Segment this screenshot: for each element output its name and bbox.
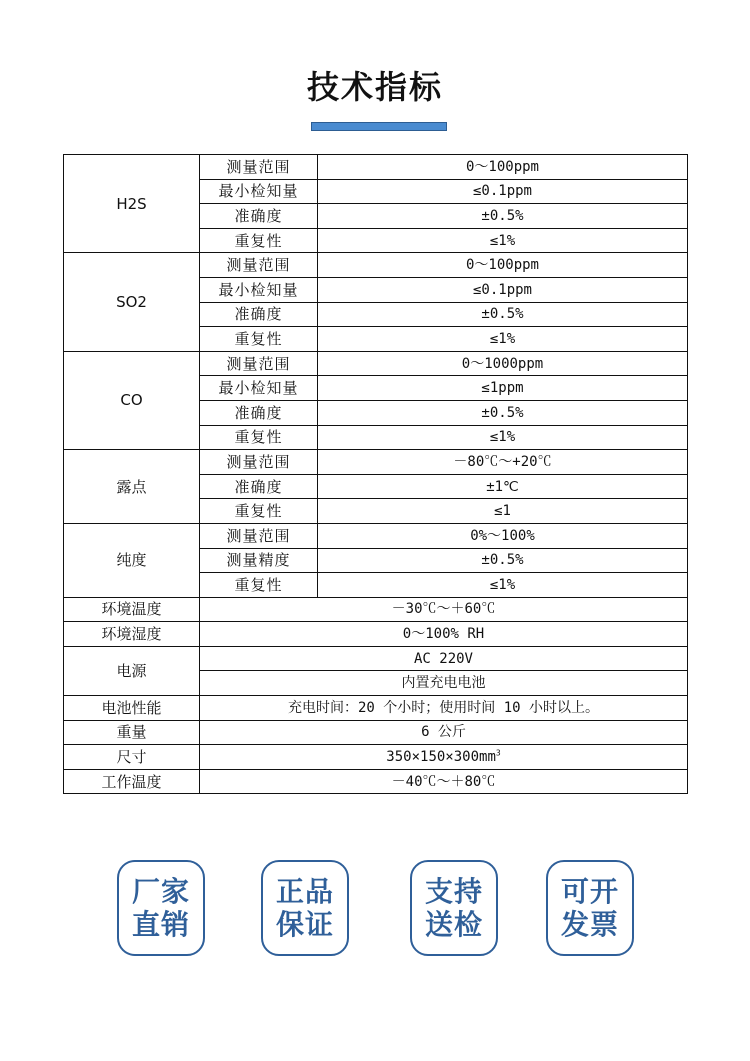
value-cell: ≤1%	[318, 327, 688, 352]
category-cell: 工作温度	[64, 769, 200, 794]
param-cell: 准确度	[200, 302, 318, 327]
table-row	[64, 155, 688, 180]
param-cell: 最小检知量	[200, 376, 318, 401]
category-cell: H2S	[64, 155, 200, 253]
table-row	[64, 646, 688, 671]
value-cell: 0～100ppm	[318, 253, 688, 278]
value-cell: ≤1%	[318, 425, 688, 450]
table-row	[64, 597, 688, 622]
value-cell: －80℃～+20℃	[318, 450, 688, 475]
param-cell: 测量范围	[200, 450, 318, 475]
category-cell: 电池性能	[64, 696, 200, 721]
badge-line: 正品	[275, 875, 334, 908]
value-cell: －30℃～＋60℃	[200, 597, 688, 622]
table-row	[64, 622, 688, 647]
table-row	[64, 523, 688, 548]
param-cell: 重复性	[200, 425, 318, 450]
value-cell: ≤1	[318, 499, 688, 524]
param-cell: 准确度	[200, 204, 318, 229]
value-cell: ±1℃	[318, 474, 688, 499]
value-cell: ≤0.1ppm	[318, 277, 688, 302]
param-cell: 准确度	[200, 474, 318, 499]
value-cell: 内置充电电池	[200, 671, 688, 696]
param-cell: 最小检知量	[200, 179, 318, 204]
param-cell: 准确度	[200, 400, 318, 425]
category-cell: 电源	[64, 646, 200, 695]
dimension-superscript: 3	[495, 748, 501, 758]
badge-factory-direct	[117, 860, 205, 956]
value-cell: ≤1ppm	[318, 376, 688, 401]
value-cell: 0%～100%	[318, 523, 688, 548]
value-cell: 0～1000ppm	[318, 351, 688, 376]
param-cell: 测量范围	[200, 155, 318, 180]
table-row	[64, 769, 688, 794]
param-cell: 测量精度	[200, 548, 318, 573]
badge-invoice	[546, 860, 634, 956]
category-cell: 尺寸	[64, 745, 200, 770]
badge-line: 可开	[560, 875, 619, 908]
table-row	[64, 696, 688, 721]
category-cell: 环境温度	[64, 597, 200, 622]
badge-inspection-support	[410, 860, 498, 956]
value-cell: ≤0.1ppm	[318, 179, 688, 204]
value-cell: 6 公斤	[200, 720, 688, 745]
value-cell: ±0.5%	[318, 204, 688, 229]
param-cell: 重复性	[200, 499, 318, 524]
value-cell: ±0.5%	[318, 302, 688, 327]
category-cell: SO2	[64, 253, 200, 351]
value-cell: ≤1%	[318, 573, 688, 598]
category-cell: 露点	[64, 450, 200, 524]
value-cell: ±0.5%	[318, 548, 688, 573]
param-cell: 重复性	[200, 327, 318, 352]
badge-line: 发票	[560, 908, 619, 941]
badge-line: 送检	[424, 908, 483, 941]
param-cell: 重复性	[200, 573, 318, 598]
badge-genuine-guarantee	[261, 860, 349, 956]
table-row	[64, 720, 688, 745]
value-cell: 充电时间：20 个小时；使用时间 10 小时以上。	[200, 696, 688, 721]
table-row	[64, 253, 688, 278]
value-cell: －40℃～＋80℃	[200, 769, 688, 794]
dimension-value: 350×150×300mm	[386, 749, 496, 766]
param-cell: 测量范围	[200, 253, 318, 278]
param-cell: 最小检知量	[200, 277, 318, 302]
category-cell: 重量	[64, 720, 200, 745]
table-row	[64, 450, 688, 475]
value-cell: 0～100ppm	[318, 155, 688, 180]
value-cell: AC 220V	[200, 646, 688, 671]
badge-line: 支持	[424, 875, 483, 908]
value-cell: 0～100% RH	[200, 622, 688, 647]
table-row	[64, 351, 688, 376]
table-row	[64, 745, 688, 770]
param-cell: 测量范围	[200, 351, 318, 376]
value-cell	[200, 745, 688, 770]
param-cell: 重复性	[200, 228, 318, 253]
category-cell: 纯度	[64, 523, 200, 597]
value-cell: ±0.5%	[318, 400, 688, 425]
badge-line: 保证	[275, 908, 334, 941]
badge-row	[0, 860, 750, 960]
category-cell: CO	[64, 351, 200, 449]
value-cell: ≤1%	[318, 228, 688, 253]
param-cell: 测量范围	[200, 523, 318, 548]
badge-line: 直销	[131, 908, 190, 941]
title-underline-bar	[311, 122, 447, 131]
badge-line: 厂家	[131, 875, 190, 908]
category-cell: 环境湿度	[64, 622, 200, 647]
spec-table	[63, 154, 688, 794]
page-title: 技术指标	[306, 68, 443, 106]
